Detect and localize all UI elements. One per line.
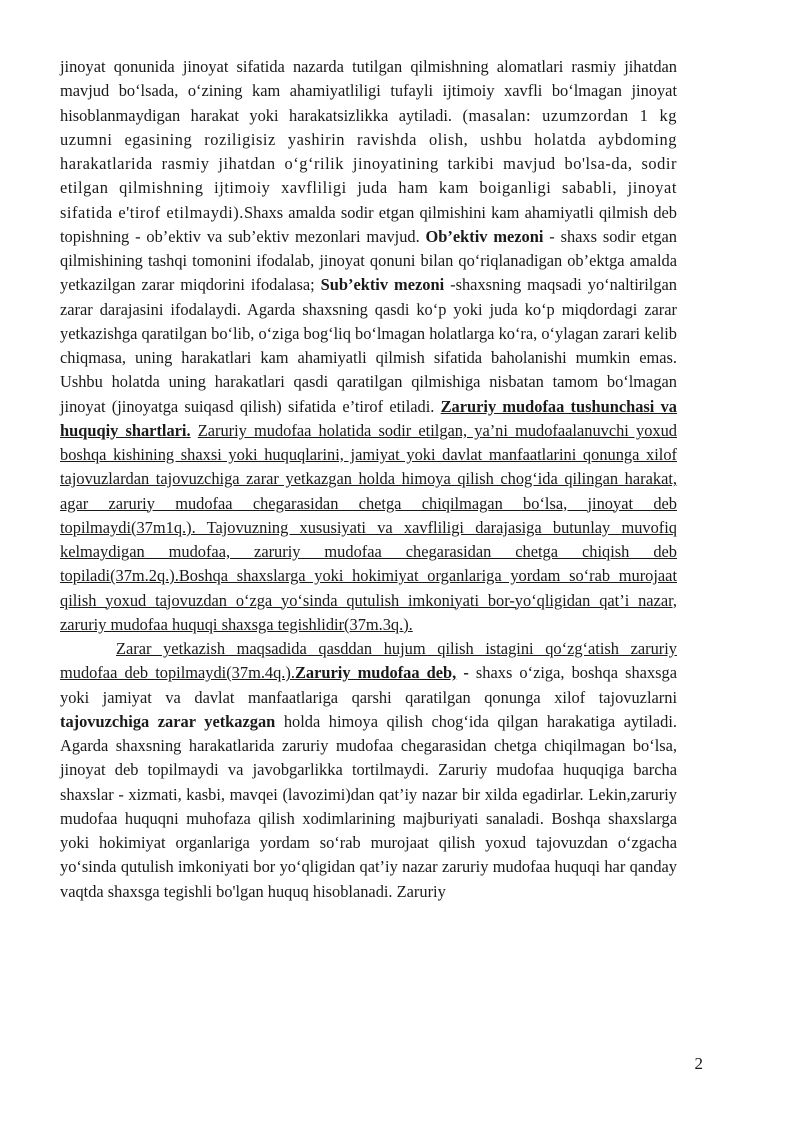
text-run: - shaxs sodir etgan qilmishining tashqi tomonini ifodalab, jinoyat qonuni bilan qo‘riqlanadigan ob’ektga amalda yetkazilgan zarar miqdorini ifodalasa; xyxy=(60,226,677,295)
text-run: jinoyat qonunida jinoyat sifatida nazarda tutilgan qilmishning alomatlari rasmiy jihatdan mavjud bo‘lsada, o‘zining kam ahamiyatliligi tufayli ijtimoiy xavfli bo‘lmagan jinoyat hisoblanmaydigan harakat yoki harakatsizlikka aytiladi. xyxy=(60,57,677,125)
text-run: shaxs o‘ziga, boshqa shaxsga yoki jamiyat va davlat manfaatlariga qarshi qaratilgan qonunga xilof tajovuzlarni xyxy=(60,663,677,707)
text-run: Shaxs amalda sodir etgan qilmishini kam ahamiyatli qilmish deb topishning - ob’ektiv va sub’ektiv mezonlari mavjud. xyxy=(60,202,677,246)
text-run: Sub’ektiv mezoni xyxy=(320,275,445,295)
text-run: holda himoya qilish chog‘ida qilgan harakatiga aytiladi. Agarda shaxsning harakatlarida zaruriy mudofaa chegarasidan chetga chiqilmagan bo‘lsa, jinoyat deb topilmaydi va javobgarlikka tortilmaydi. Zaruriy mudofaa huquqiga barcha shaxslar - xizmati, kasbi, mavqei (lavozimi)dan qat’iy nazar bir xilda egadirlar. Lekin,zaruriy mudofaa huquqni muhofaza qilish xodimlarining majburiyati sanaladi. Boshqa shaxslarga yoki hokimiyat organlariga yordam so‘rab murojaat qilish yoxud tajovuzdan o‘zgacha yo‘sinda qutulish imkoniyati bor yo‘qligidan qat’iy nazar zaruriy mudofaa huquqi har qanday vaqtda shaxsga tegishli bo'lgan huquq hisoblanadi. Zaruriy xyxy=(60,711,677,901)
page-number: 2 xyxy=(694,1054,703,1073)
text-run: Zaruriy mudofaa deb, xyxy=(294,663,457,683)
paragraph-2 xyxy=(60,637,677,904)
text-run: Ob’ektiv mezoni xyxy=(425,226,544,246)
text-run: Zaruriy mudofaa tushunchasi va huquqiy shartlari. xyxy=(60,396,677,440)
text-run xyxy=(191,421,198,440)
text-run: Zarar yetkazish maqsadida qasddan hujum qilish istagini qo‘zg‘atish zaruriy mudofaa deb topilmaydi(37m.4q.). xyxy=(60,639,677,683)
text-run: (masalan: uzumzordan 1 kg uzumni egasining roziligisiz yashirin ravishda olish, ushbu holatda aybdoming harakatlarida rasmiy jihatdan o‘g‘rilik jinoyatining tarkibi mavjud bo'lsa-da, sodir etilgan qilmishning ijtimoiy xavfliligi juda ham kam boiganligi sababli, jinoyat sifatida e'tirof etilmaydi). xyxy=(60,105,677,222)
page-body xyxy=(60,55,677,904)
text-run: tajovuzchiga zarar yetkazgan xyxy=(60,711,276,731)
text-run: -shaxsning maqsadi yo‘naltirilgan zarar darajasini ifodalaydi. Agarda shaxsning qasdi ko‘p yoki juda ko‘p miqdordagi zarar yetkazishga qaratilgan bo‘lib, o‘ziga bog‘liq bo‘lmagan holatlarga ko‘ra, o‘ylagan zarari kelib chiqmasa, uning harakatlari kam ahamiyatli qilmish sifatida baholanishi mumkin emas. Ushbu holatda uning harakatlari qasdi qaratilgan qilmishiga nisbatan tamom bo‘lmagan jinoyat (jinoyatga suiqasd qilish) sifatida e’tirof etiladi. xyxy=(60,275,677,416)
text-run: Zaruriy mudofaa holatida sodir etilgan, ya’ni mudofaalanuvchi yoxud boshqa kishining shaxsi yoki huquqlarini, jamiyat yoki davlat manfaatlarini qonunga xilof tajovuzlardan tajovuzchiga zarar yetkazgan holda himoya qilish chog‘ida qilingan harakat, agar zaruriy mudofaa chegarasidan chetga chiqilmagan bo‘lsa, jinoyat deb topilmaydi(37m1q.). Tajovuzning xususiyati va xavfliligi darajasiga butunlay muvofiq kelmaydigan mudofaa, zaruriy mudofaa chegarasidan chetga chiqish deb topiladi(37m.2q.).Boshqa shaxslarga yoki hokimiyat organlariga yordam so‘rab murojaat qilish yoxud tajovuzdan o‘zga yo‘sinda qutulish imkoniyati bor-yo‘qligidan qat’i nazar, zaruriy mudofaa huquqi shaxsga tegishlidir(37m.3q.). xyxy=(60,420,677,634)
text-run: - xyxy=(456,663,476,683)
paragraph-1 xyxy=(60,55,677,637)
